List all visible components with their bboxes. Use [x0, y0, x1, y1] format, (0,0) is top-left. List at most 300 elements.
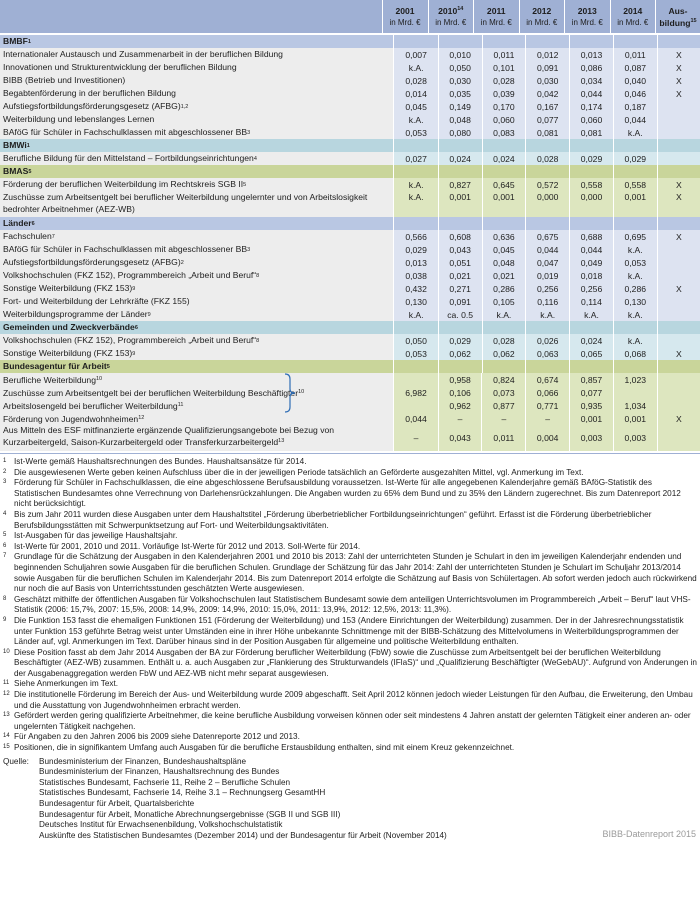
footnote-text: Gefördert werden gering qualifizierte Arbeitnehmer, die keine berufliche Ausbildung vorweisen können oder seit mindestens 4 Jahren anstatt der gelernten Tätigkeit einer anderen an- oder ungelernten Tätigkeit nachgehen.: [14, 711, 691, 731]
header-year: [623, 5, 642, 17]
footnote-ref: 7: [51, 233, 55, 240]
value-cell: 0,608: [438, 230, 482, 243]
footnote-number: 5: [3, 532, 7, 539]
ba-value-column: [657, 373, 700, 451]
footnote-text: Ist-Ausgaben für das jeweilige Haushaltsjahr.: [14, 531, 178, 541]
ba-value-column: [393, 373, 437, 451]
value-cell: 0,018: [569, 269, 613, 282]
value-cell: 0,060: [569, 113, 613, 126]
value-cell: 0,167: [525, 100, 569, 113]
header-line2-text: bildung: [659, 17, 691, 28]
section-header-cell: [393, 321, 437, 334]
footnote-ref: 10: [96, 375, 103, 382]
value-cell: 0,063: [525, 347, 569, 360]
row-label: [0, 373, 393, 386]
value-cell: 0,106: [449, 387, 471, 398]
section-header-cell: [525, 165, 569, 178]
section-header-cell: [438, 139, 482, 152]
footnote-number: 9: [3, 616, 7, 623]
table-row: [0, 178, 700, 191]
ba-value-column: [525, 373, 569, 451]
row-label-text: Volkshochschulen (FKZ 152), Programmbereich „Arbeit und Beruf“: [3, 334, 257, 345]
source-item: Bundesagentur für Arbeit, Monatliche Abrechnungsergebnisse (SGB II und SGB III): [39, 809, 341, 819]
value-cell: 0,029: [438, 334, 482, 347]
value-cell: 0,001: [482, 191, 526, 217]
value-cell: 0,012: [525, 48, 569, 61]
value-cell: 0,256: [525, 282, 569, 295]
section-header-cell: [569, 165, 613, 178]
value-cell: –: [501, 413, 507, 424]
footnote-number: 1: [3, 458, 7, 464]
section-header-cell: [525, 35, 569, 48]
footnote-number: 10: [3, 648, 10, 655]
header-unit: in Mrd. €: [389, 17, 421, 27]
value-cell: 0,053: [393, 347, 437, 360]
row-label-text: Förderung von Jugendwohnheimen: [3, 413, 139, 424]
value-cell: 0,030: [525, 74, 569, 87]
value-cell: 0,035: [438, 87, 482, 100]
value-cell: 0,021: [438, 269, 482, 282]
ausbildung-mark: [658, 386, 700, 399]
value-cell: [614, 386, 657, 399]
source-item: Statistisches Bundesamt, Fachserie 14, Reihe 3.1 – Rechnungserg GesamtHH: [39, 788, 326, 798]
ausbildung-mark: X: [675, 413, 682, 424]
footnote-ref: 3: [247, 246, 251, 253]
ba-value-column: [481, 373, 525, 451]
bracket-icon: [283, 373, 297, 413]
section-header-cell: [393, 360, 437, 373]
section-header-cell: [393, 217, 437, 230]
ausbildung-mark: X: [657, 178, 700, 191]
header-label-cell: [0, 0, 382, 33]
section-header-cell: [438, 360, 482, 373]
section-header-cell: [525, 217, 569, 230]
value-cell: 0,044: [525, 243, 569, 256]
table-divider: [0, 453, 700, 454]
footnote-text: Grundlage für die Schätzung der Ausgaben in den Kalenderjahren 2001 und 2010 bis 2013: Zahl der unterrichteten Stunden je Schulart in den im jeweiligen Kalenderjahr endenden und beginnenden Schuljahren sowie Ausgaben für die beruflichen Schulen. Grundlage der Schätzung für das Jahr 2014: Zahl der unterrichteten Stunden je Schulart im Schuljahr 2013/2014 sowie Ausgaben für die beruflichen Schulen im Kalenderjahr 2014. Bis zum Datenreport 2014 erfolgte die Schätzung auf Basis von Schülertagen. Ab sofort werden jedoch auch rückwirkend nur noch die auf Basis von Unterrichtsstunden geschätzten Werte ausgewiesen.: [14, 552, 697, 594]
ausbildung-mark: [658, 425, 700, 451]
value-cell: 0,271: [438, 282, 482, 295]
section-header-cell: [438, 35, 482, 48]
header-year: [487, 5, 506, 17]
value-cell: 0,081: [525, 126, 569, 139]
source-item: Bundesagentur für Arbeit, Quartalsberichte: [39, 799, 195, 808]
section-header-cell: [438, 217, 482, 230]
row-label-text: Fachschulen: [3, 230, 52, 241]
value-cell: 0,044: [405, 413, 427, 424]
value-cell: 0,003: [624, 433, 647, 443]
value-cell: k.A.: [393, 61, 437, 74]
value-cell: 0,034: [569, 74, 613, 87]
value-cell: 0,028: [482, 74, 526, 87]
section-header-cell: [613, 217, 657, 230]
value-cell: 0,645: [482, 178, 526, 191]
value-cell: k.A.: [393, 113, 437, 126]
year-text: 2010: [438, 5, 458, 16]
value-cell: 0,114: [569, 295, 613, 308]
header-unit: in Mrd. €: [571, 17, 603, 27]
ausbildung-mark: [657, 243, 700, 256]
ausbildung-mark: X: [657, 61, 700, 74]
section-header-cell: [482, 360, 526, 373]
row-label: [0, 152, 393, 165]
ausbildung-mark: [657, 126, 700, 139]
value-cell: 0,045: [393, 100, 437, 113]
footnote: [3, 542, 697, 553]
value-cell: 0,256: [569, 282, 613, 295]
value-cell: k.A.: [613, 126, 657, 139]
year-text: 2013: [577, 5, 597, 16]
value-cell: 0,011: [482, 48, 526, 61]
section-header-cell: [393, 165, 437, 178]
value-cell: 0,053: [393, 126, 437, 139]
section-header-cell: [569, 139, 613, 152]
value-cell: –: [545, 413, 551, 424]
value-cell: 0,091: [525, 61, 569, 74]
row-label: [0, 113, 393, 126]
footnote: [3, 648, 697, 680]
footnote-ref: 1,2: [180, 103, 189, 110]
footnote-text: Ist-Werte gemäß Haushaltsrechnungen des Bundes. Haushaltsansätze für 2014.: [14, 457, 307, 466]
ausbildung-mark: [657, 100, 700, 113]
value-cell: 0,044: [569, 87, 613, 100]
table-row: [0, 74, 700, 87]
header-unit: in Mrd. €: [526, 17, 558, 27]
row-label: [0, 399, 393, 412]
section-header-cell: [438, 165, 482, 178]
ba-labels: [0, 373, 393, 451]
footnote-number: 2: [3, 468, 7, 475]
row-label-text-wrap: [3, 401, 183, 411]
row-label-text: Sonstige Weiterbildung (FKZ 153): [3, 347, 133, 358]
ausbildung-mark: [658, 399, 700, 412]
ausbildung-mark: [658, 373, 700, 386]
value-cell: 0,024: [569, 334, 613, 347]
section-title-text: BMAS: [3, 165, 29, 176]
section-title-text: BMWi: [3, 139, 27, 150]
value-cell: 0,674: [536, 374, 559, 385]
value-cell: 0,066: [536, 387, 559, 398]
section-title: [0, 139, 393, 152]
value-cell: k.A.: [393, 191, 437, 217]
section-header-cell: [613, 165, 657, 178]
footnote-number: 4: [3, 510, 7, 517]
footnote: [3, 690, 697, 711]
row-label: [0, 295, 393, 308]
table-row: [0, 191, 700, 217]
ausbildung-mark: [657, 152, 700, 165]
value-cell: 0,068: [613, 347, 657, 360]
value-cell: 0,001: [438, 191, 482, 217]
value-cell: 6,982: [405, 387, 427, 398]
header-col-ausbildung: [655, 0, 700, 33]
header-col-2012: [519, 0, 565, 33]
value-cell: 0,027: [393, 152, 437, 165]
section-header-cell: [482, 139, 526, 152]
row-label: [0, 191, 393, 217]
value-cell: 0,021: [482, 269, 526, 282]
value-cell: 0,013: [393, 256, 437, 269]
value-cell: 0,958: [449, 374, 471, 385]
value-cell: 0,049: [569, 256, 613, 269]
section-header: [0, 360, 700, 373]
table-row: [0, 87, 700, 100]
row-label-text: Sonstige Weiterbildung (FKZ 153): [3, 282, 133, 293]
source-line: [3, 757, 700, 768]
value-cell: 0,935: [580, 400, 603, 411]
footnote-text: Diese Position fasst ab dem Jahr 2014 Ausgaben der BA zur Förderung beruflicher Weiterbildung (FbW) sowie die Zuschüsse zum Arbeitsentgelt bei der beruflichen Weiterbildung Beschäftigter (AEZ-WB) zusammen. Enthält u. a. auch Ausgaben zur „Flankierung des Strukturwandels (IFlaS)“ und „Qualifizierung Beschäftigter (WeGebAU)“. Aufgrund von Änderungen in der Ausgabenaggregation werden FbW und AEZ-WB nicht mehr separat ausgewiesen.: [14, 647, 697, 678]
row-label-text: Innovationen und Strukturentwicklung der beruflichen Bildung: [3, 61, 237, 72]
row-label: [0, 126, 393, 139]
value-cell: 0,045: [482, 243, 526, 256]
value-cell: 0,003: [580, 433, 603, 443]
row-label: [0, 87, 393, 100]
value-cell: 0,019: [525, 269, 569, 282]
section-title-text: Gemeinden und Zweckverbände: [3, 321, 135, 332]
header-col-2014: [610, 0, 656, 33]
footnote-number: 11: [3, 680, 10, 687]
header-col-2001: [382, 0, 428, 33]
value-cell: 0,130: [393, 295, 437, 308]
value-cell: 0,040: [613, 74, 657, 87]
value-cell: 0,675: [525, 230, 569, 243]
value-cell: 0,000: [525, 191, 569, 217]
value-cell: ca. 0.5: [438, 308, 482, 321]
table-row: [0, 308, 700, 321]
value-cell: 0,688: [569, 230, 613, 243]
footnote-number: 3: [3, 479, 7, 486]
row-label: [0, 334, 393, 347]
footnote-number: 7: [3, 553, 7, 560]
value-cell: k.A.: [613, 243, 657, 256]
value-cell: 0,827: [438, 178, 482, 191]
footnote: [3, 732, 697, 743]
value-cell: 0,695: [613, 230, 657, 243]
table-row: [0, 48, 700, 61]
ba-value-column: [438, 373, 482, 451]
footnote-text: Die Funktion 153 fasst die ehemaligen Funktionen 151 (Förderung der Weiterbildung) und 153 (Andere Einrichtungen der Weiterbildung) zusammen. Der in der Jahresrechnungsstatistik unter Funktion 153 geführte Betrag weist unter Umständen eine in ihrer Höhe unbekannte Schnittmenge mit der BIBB-Schätzung des Mittelvolumens in Weiterbildungsprogrammen der Länder auf, vgl. Anmerkungen im Text. Darüber hinaus sind in der Position Ausgaben für allgemeine und politische Weiterbildung enthalten.: [14, 615, 684, 647]
footnote-number: 15: [3, 744, 10, 751]
section-title-text: Bundesagentur für Arbeit: [3, 360, 107, 371]
value-cell: k.A.: [613, 334, 657, 347]
header-unit: in Mrd. €: [617, 17, 649, 27]
row-label-text: Berufliche Bildung für den Mittelstand – Fortbildungseinrichtungen: [3, 152, 254, 163]
value-cell: 0,187: [613, 100, 657, 113]
ausbildung-mark: [657, 334, 700, 347]
section-header-cell: [525, 321, 569, 334]
source-label: Quelle:: [3, 756, 29, 766]
section-header-cell: [613, 321, 657, 334]
footnote-ref: 14: [457, 5, 464, 12]
footnote-number: 14: [3, 733, 10, 740]
ba-value-column: [613, 373, 657, 451]
section-header-cell: [482, 321, 526, 334]
footnote-ref: 5: [106, 363, 110, 370]
value-cell: –: [413, 433, 419, 443]
header-col-2013: [564, 0, 610, 33]
ausbildung-mark: X: [657, 191, 700, 217]
ausbildung-mark: X: [657, 87, 700, 100]
value-cell: 0,011: [493, 433, 515, 443]
footnote-ref: 1: [26, 142, 30, 149]
section-header-cell: [393, 139, 437, 152]
footnote-number: 13: [3, 712, 10, 719]
row-label: [0, 347, 393, 360]
row-label: [0, 243, 393, 256]
footnote: [3, 552, 697, 594]
footnote: [3, 595, 697, 616]
section-header: [0, 321, 700, 334]
footnote-text: Siehe Anmerkungen im Text.: [14, 679, 119, 689]
row-label: [0, 386, 393, 399]
value-cell: 0,011: [613, 48, 657, 61]
section-header-cell: [525, 139, 569, 152]
section-header-cell: [657, 165, 700, 178]
footnote-ref: 13: [278, 437, 285, 444]
ausbildung-mark: X: [657, 347, 700, 360]
ausbildung-mark: [657, 256, 700, 269]
section-header-cell: [482, 35, 526, 48]
footnote-ref: 1: [27, 38, 31, 45]
value-cell: 0,101: [482, 61, 526, 74]
value-cell: 0,051: [438, 256, 482, 269]
value-cell: k.A.: [569, 308, 613, 321]
footnote: [3, 616, 697, 648]
table-row: [0, 256, 700, 269]
value-cell: 0,091: [438, 295, 482, 308]
row-label-text: Volkshochschulen (FKZ 152), Programmbereich „Arbeit und Beruf“: [3, 269, 257, 280]
ausbildung-mark: [657, 113, 700, 126]
footnote-ref: 2: [180, 259, 184, 266]
footnote-text: Ist-Werte für 2001, 2010 und 2011. Vorläufige Ist-Werte für 2012 und 2013. Soll-Werte für 2014.: [14, 541, 361, 551]
header-unit: in Mrd. €: [435, 17, 467, 27]
footnote-ref: 8: [256, 337, 260, 344]
footnote: [3, 510, 697, 531]
value-cell: 0,286: [613, 282, 657, 295]
footnote-ref: 4: [253, 155, 257, 162]
table-header: [0, 0, 700, 33]
table-row: [0, 152, 700, 165]
footnote-ref: 15: [690, 17, 697, 24]
footnote-text: Die institutionelle Förderung im Bereich der Aus- und Weiterbildung wurde 2009 abgeschafft. Seit April 2012 können jedoch wieder Leistungen für den Aufbau, die Erweiterung, den Umbau und die Ausstattung von Jugendwohnheimen erbracht werden.: [14, 690, 693, 710]
value-cell: 0,062: [482, 347, 526, 360]
header-line2: [659, 17, 696, 29]
section-header-cell: [569, 321, 613, 334]
section-header-cell: [613, 360, 657, 373]
value-cell: k.A.: [393, 308, 437, 321]
footnote-ref: 8: [256, 272, 260, 279]
header-year: [532, 5, 551, 17]
section-title: [0, 35, 393, 48]
value-cell: 0,024: [438, 152, 482, 165]
row-label-text: Fort- und Weiterbildung der Lehrkräfte (FKZ 155): [3, 295, 190, 306]
section-title: [0, 321, 393, 334]
section-title: [0, 360, 393, 373]
value-cell: k.A.: [393, 178, 437, 191]
value-cell: 0,572: [525, 178, 569, 191]
value-cell: 0,028: [525, 152, 569, 165]
footnote-text: Geschätzt mithilfe der öffentlichen Ausgaben für Volkshochschulen laut Statistischem Bundesamt sowie dem anteiligen Unterrichtsvolumen im Programmbereich „Arbeit – Beruf“ laut VHS-Statistik (2006: 15,7%, 2007: 15,5%, 2008: 14,9%, 2009: 14,9%, 2010: 15,0%, 2011: 13,9%, 2012: 12,5%, 2013: 11,3%).: [14, 594, 691, 615]
value-cell: 0,105: [482, 295, 526, 308]
value-cell: 0,566: [393, 230, 437, 243]
value-cell: k.A.: [613, 269, 657, 282]
value-cell: 0,149: [438, 100, 482, 113]
footnotes: [0, 454, 700, 754]
section-title: [0, 217, 393, 230]
section-header-cell: [393, 35, 437, 48]
row-label-text: BIBB (Betrieb und Investitionen): [3, 74, 126, 85]
section-header: [0, 165, 700, 178]
value-cell: 0,087: [613, 61, 657, 74]
row-label: [0, 256, 393, 269]
footnote-ref: 6: [31, 220, 35, 227]
row-label: [0, 178, 393, 191]
source-item: Bundesministerium der Finanzen, Bundeshaushaltspläne: [39, 756, 247, 766]
section-header-cell: [569, 35, 613, 48]
value-cell: –: [457, 413, 463, 424]
section-header-cell: [613, 35, 657, 48]
value-cell: 0,432: [393, 282, 437, 295]
row-label-text: Berufliche Weiterbildung: [3, 374, 96, 385]
value-cell: 0,170: [482, 100, 526, 113]
row-label-text: Weiterbildung und lebenslanges Lernen: [3, 113, 155, 124]
row-label: [0, 230, 393, 243]
source-item: Statistisches Bundesamt, Fachserie 11, Reihe 2 – Berufliche Schulen: [39, 777, 291, 787]
footnote: [3, 468, 697, 479]
value-cell: 0,043: [438, 243, 482, 256]
row-label: [0, 412, 393, 425]
row-label: [0, 61, 393, 74]
section-header-cell: [613, 139, 657, 152]
table-row: [0, 282, 700, 295]
value-cell: k.A.: [613, 308, 657, 321]
row-label-text: Weiterbildungsprogramme der Länder: [3, 308, 148, 319]
footnote-text: Für Angaben zu den Jahren 2006 bis 2009 siehe Datenreporte 2012 und 2013.: [14, 732, 300, 742]
value-cell: 0,043: [449, 433, 471, 443]
value-cell: 0,083: [482, 126, 526, 139]
section-header-cell: [438, 321, 482, 334]
value-cell: 0,014: [393, 87, 437, 100]
row-label-text: Arbeitslosengeld bei beruflicher Weiterbildung: [3, 400, 178, 411]
value-cell: 0,636: [482, 230, 526, 243]
footnote-text: Förderung für Schüler in Fachschulklassen, die eine abgeschlossene Berufsausbildung voraussetzen. Ist-Werte für alle angegebenen Kalenderjahre gemäß BAföG-Statistik des Statistischen Bundesamtes ohne Verrechnung von Darlehensrückzahlungen. Die Angaben wurden zu 65% dem Bund und zu 35% den Ländern zugerechnet. Bis zum Datenreport 2012 nicht berücksichtigt.: [14, 478, 681, 509]
section-header: [0, 35, 700, 48]
table-row: [0, 334, 700, 347]
footnote-ref: 11: [177, 401, 184, 408]
value-cell: 0,174: [569, 100, 613, 113]
row-label-text-wrap: [3, 388, 304, 398]
row-label: [0, 308, 393, 321]
row-label: [0, 100, 393, 113]
source-item: Bundesministerium der Finanzen, Haushaltsrechnung des Bundes: [39, 767, 280, 777]
footnote-text: Positionen, die in signifikantem Umfang auch Ausgaben für die berufliche Erstausbildung enthalten, sind mit einem Kreuz gekennzeichnet.: [14, 743, 515, 753]
brand-label: BIBB-Datenreport 2015: [602, 828, 696, 839]
footnote-text: Bis zum Jahr 2011 wurden diese Ausgaben unter dem Haushaltstitel „Förderung überbetrieblicher Fortbildungseinrichtungen“ geführt. Erfasst ist die Förderung überbetrieblicher Berufsbildungsstätten mit Schwerpunktsetzung auf Fort- und Weiterbildungsaktivitäten.: [14, 509, 652, 530]
table-row: [0, 295, 700, 308]
value-cell: 0,558: [613, 178, 657, 191]
table-row: [0, 243, 700, 256]
value-cell: 0,044: [569, 243, 613, 256]
value-cell: 0,077: [580, 387, 603, 398]
value-cell: 0,013: [569, 48, 613, 61]
row-label-text: BAföG für Schüler in Fachschulklassen mit abgeschlossener BB: [3, 243, 248, 254]
value-cell: 0,081: [569, 126, 613, 139]
value-cell: 0,000: [569, 191, 613, 217]
value-cell: 0,042: [525, 87, 569, 100]
table-row: [0, 269, 700, 282]
value-cell: 0,046: [613, 87, 657, 100]
header-unit: in Mrd. €: [480, 17, 512, 27]
